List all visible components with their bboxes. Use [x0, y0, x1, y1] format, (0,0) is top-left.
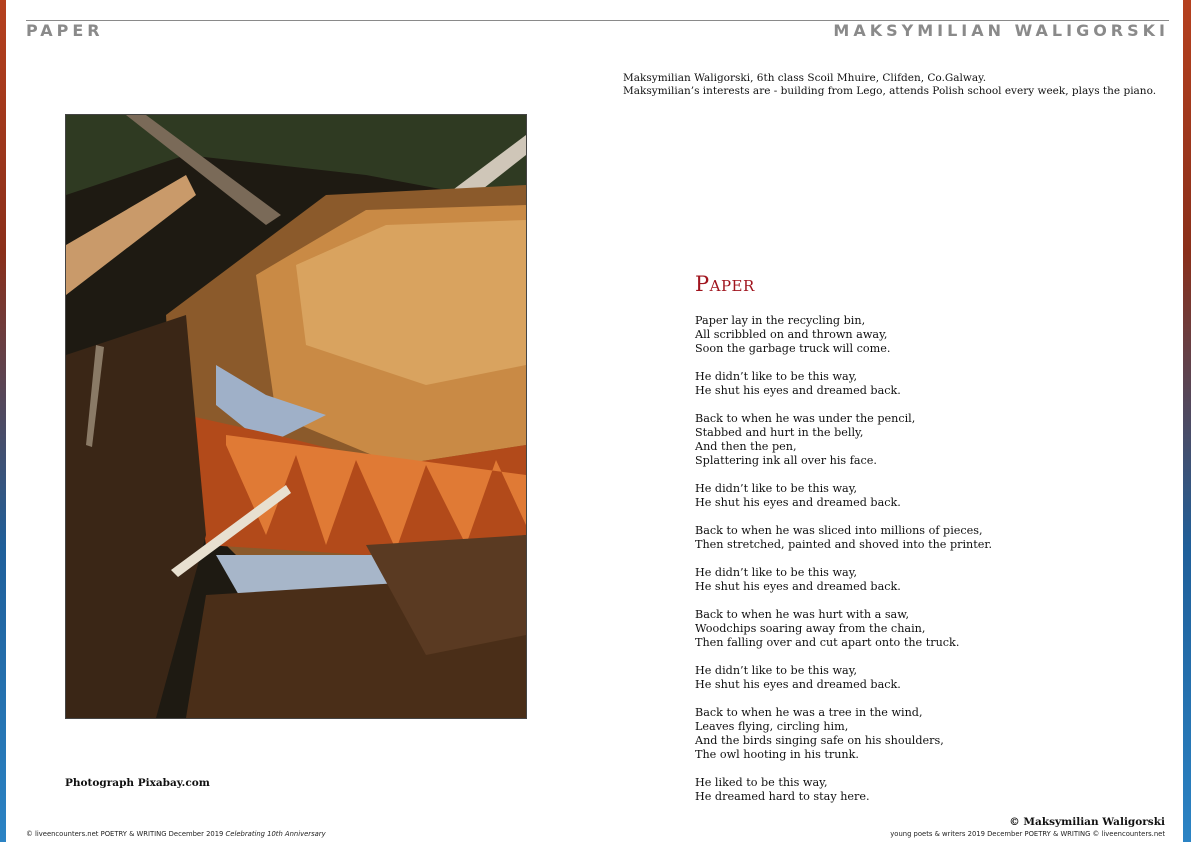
poem-line: Paper lay in the recycling bin, — [695, 314, 866, 327]
poem-stanza — [695, 482, 1155, 510]
poem-stanza — [695, 524, 1155, 552]
poem-stanza — [695, 776, 1155, 804]
poem-line: Back to when he was a tree in the wind, — [695, 706, 923, 719]
poem-line: He dreamed hard to stay here. — [695, 790, 870, 803]
poem-stanza — [695, 566, 1155, 594]
photo-credit: Photograph Pixabay.com — [65, 777, 210, 789]
header-section-title: PAPER — [26, 21, 104, 40]
poem-line: Then stretched, painted and shoved into the printer. — [695, 538, 993, 551]
poem-line: Then falling over and cut apart onto the truck. — [695, 636, 960, 649]
poem-line: He didn’t like to be this way, — [695, 566, 858, 579]
poem-line: All scribbled on and thrown away, — [695, 328, 888, 341]
poem-line: Soon the garbage truck will come. — [695, 342, 891, 355]
tree-stump-photo — [65, 114, 527, 719]
poem-line: He didn’t like to be this way, — [695, 370, 858, 383]
poem-stanza — [695, 706, 1155, 762]
poem-line: Back to when he was under the pencil, — [695, 412, 916, 425]
poem-stanza — [695, 314, 1155, 356]
footer-anniversary: Celebrating 10th Anniversary — [225, 830, 326, 838]
poem-line: He shut his eyes and dreamed back. — [695, 384, 901, 397]
poem-line: The owl hooting in his trunk. — [695, 748, 859, 761]
poem-line: He didn’t like to be this way, — [695, 482, 858, 495]
poem-line: He didn’t like to be this way, — [695, 664, 858, 677]
poem-stanza — [695, 412, 1155, 468]
header-author-name: MAKSYMILIAN WALIGORSKI — [833, 21, 1169, 40]
footer-right: young poets & writers 2019 December POETRY & WRITING © liveencounters.net — [890, 830, 1165, 838]
poem-stanza — [695, 608, 1155, 650]
author-bio — [623, 72, 1173, 98]
poem-line: Stabbed and hurt in the belly, — [695, 426, 864, 439]
poem-line: He shut his eyes and dreamed back. — [695, 496, 901, 509]
author-bio-line: Maksymilian Waligorski, 6th class Scoil Mhuire, Clifden, Co.Galway. — [623, 72, 987, 84]
poem-stanza — [695, 370, 1155, 398]
poem-line: And the birds singing safe on his shoulders, — [695, 734, 944, 747]
poem-line: Leaves flying, circling him, — [695, 720, 849, 733]
poem-body — [695, 314, 1155, 818]
tree-stump-illustration — [66, 115, 526, 718]
poem-line: He liked to be this way, — [695, 776, 828, 789]
poem-line: And then the pen, — [695, 440, 797, 453]
poem-stanza — [695, 664, 1155, 692]
poem-line: He shut his eyes and dreamed back. — [695, 580, 901, 593]
magazine-page — [6, 0, 1183, 842]
poem-title: Paper — [695, 272, 755, 296]
poem-line: Woodchips soaring away from the chain, — [695, 622, 926, 635]
poem-line: Back to when he was hurt with a saw, — [695, 608, 910, 621]
author-copyright: © Maksymilian Waligorski — [1009, 816, 1165, 828]
poem-line: He shut his eyes and dreamed back. — [695, 678, 901, 691]
footer-left-text: © liveencounters.net POETRY & WRITING December 2019 — [26, 830, 226, 838]
author-bio-line: Maksymilian’s interests are - building from Lego, attends Polish school every week, plays the piano. — [623, 85, 1157, 97]
poem-line: Back to when he was sliced into millions of pieces, — [695, 524, 983, 537]
poem-line: Splattering ink all over his face. — [695, 454, 877, 467]
footer-left — [26, 830, 326, 838]
